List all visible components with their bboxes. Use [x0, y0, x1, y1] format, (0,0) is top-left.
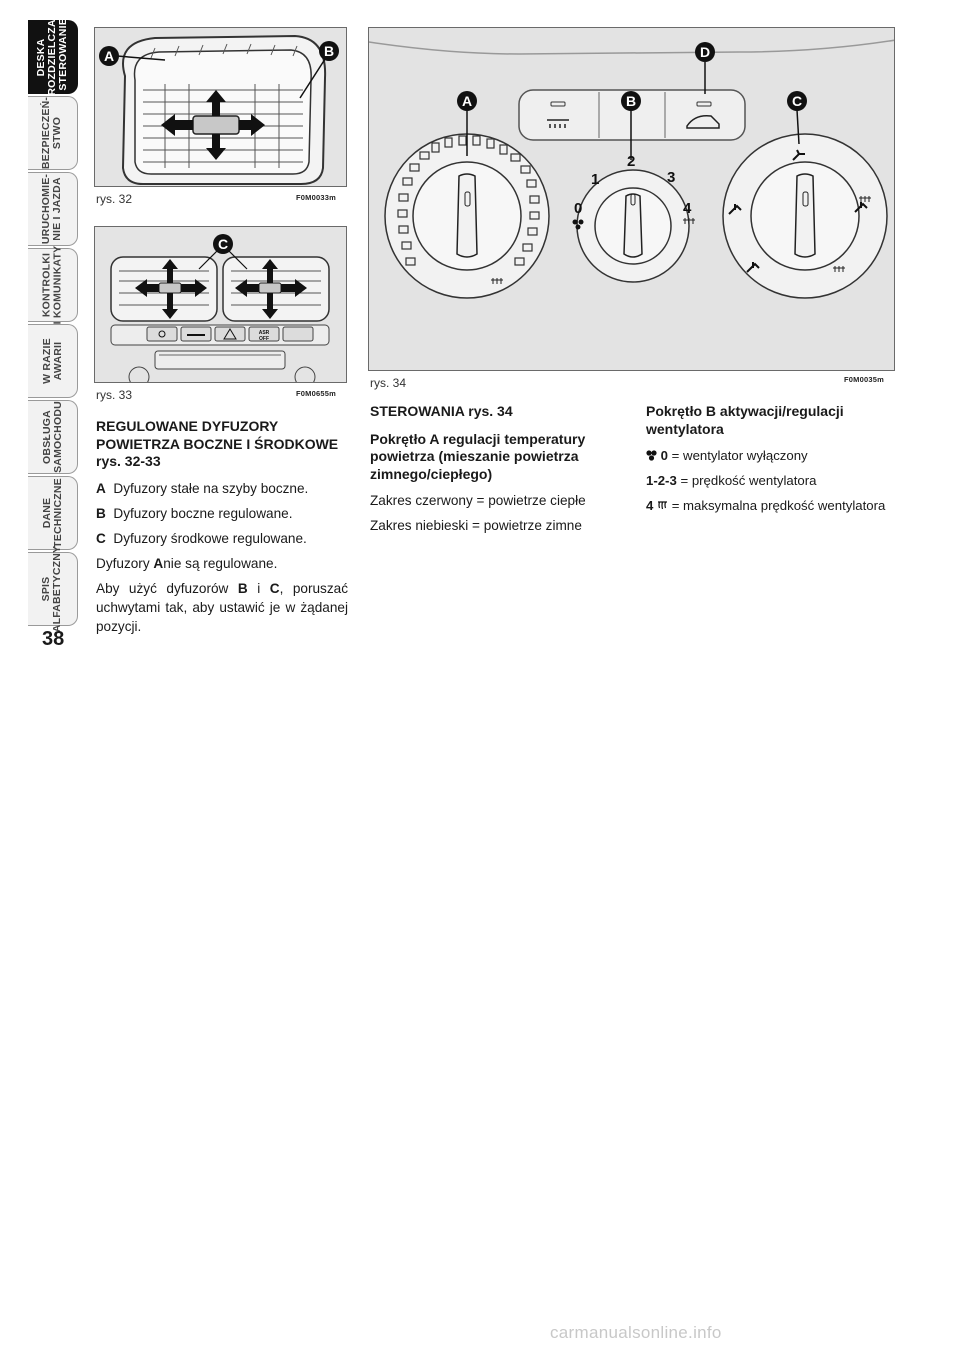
svg-text:4: 4 — [683, 200, 692, 217]
column-vents — [96, 418, 348, 642]
figure-33-label: rys. 33 — [96, 388, 133, 402]
tab-uruchomienie[interactable]: URUCHOMIE- NIE I JAZDA — [28, 172, 78, 246]
figure-34-code: F0M0035m — [844, 375, 884, 384]
svg-text:B: B — [625, 93, 637, 109]
red-range-text: Zakres czerwony = powietrze ciepłe — [370, 493, 586, 508]
page-number: 38 — [42, 628, 65, 650]
item-c: C Dyfuzory środkowe regulowane. — [96, 530, 307, 546]
svg-text:A: A — [461, 93, 473, 109]
svg-text:C: C — [791, 93, 803, 109]
figure-33-code: F0M0655m — [296, 389, 336, 398]
svg-text:D: D — [699, 44, 711, 60]
figure-34-label: rys. 34 — [370, 376, 407, 390]
tab-w-razie-awarii[interactable]: W RAZIE AWARII — [28, 324, 78, 398]
column-controls — [370, 403, 620, 541]
knob-b-heading: Pokrętło B aktywacji/regulacji wentylatora — [646, 403, 844, 437]
svg-text:B: B — [323, 43, 335, 59]
fixed-vents-note: Dyfuzory Anie są regulowane. — [96, 555, 278, 571]
figure-side-vent — [94, 27, 347, 187]
svg-text:2: 2 — [627, 153, 636, 170]
column-fan — [646, 403, 896, 521]
svg-text:0: 0 — [574, 200, 583, 217]
knob-a-heading: Pokrętło A regulacji temperatury powietrza (mieszanie powietrza zimnego/ciepłego) — [370, 430, 586, 482]
figure-32-label: rys. 32 — [96, 192, 133, 206]
section-heading-controls: STEROWANIA rys. 34 — [370, 403, 513, 419]
svg-text:ASR: ASR — [258, 330, 270, 336]
side-vent-illustration — [95, 28, 347, 187]
central-vents-illustration — [95, 227, 347, 383]
figure-central-vents — [94, 226, 347, 383]
defrost-icon — [657, 500, 668, 511]
usage-note: Aby użyć dyfuzorów B i C, poruszać uchwytami tak, aby ustawić je w żądanej pozycji. — [96, 580, 349, 634]
item-b: B Dyfuzory boczne regulowane. — [96, 505, 293, 521]
section-heading-vents: REGULOWANE DYFUZORY POWIETRZA BOCZNE I ŚRODKOWE rys. 32-33 — [96, 418, 339, 469]
controls-illustration — [369, 28, 895, 371]
blue-range-text: Zakres niebieski = powietrze zimne — [370, 518, 582, 533]
fan-max-spec: 4 = maksymalna prędkość wentylatora — [646, 498, 886, 513]
figure-controls — [368, 27, 895, 371]
fan-speed-spec: 1-2-3 = prędkość wentylatora — [646, 473, 817, 488]
svg-text:C: C — [217, 236, 229, 252]
tab-spis-alfabetyczny[interactable]: SPIS ALFABETYCZNY — [28, 552, 78, 626]
svg-text:OFF: OFF — [259, 336, 269, 342]
fan-icon — [646, 450, 657, 461]
item-a: A Dyfuzory stałe na szyby boczne. — [96, 480, 309, 496]
svg-text:3: 3 — [667, 169, 676, 186]
svg-text:A: A — [103, 48, 115, 64]
figure-32-code: F0M0033m — [296, 193, 336, 202]
tab-kontrolki[interactable]: KONTROLKI I KOMUNIKATY — [28, 248, 78, 322]
svg-text:1: 1 — [591, 171, 600, 188]
tab-bezpieczenstwo[interactable]: BEZPIECZEŃ- STWO — [28, 96, 78, 170]
tab-dane-techniczne[interactable]: DANE TECHNICZNE — [28, 476, 78, 550]
fan-off-spec: 0 = wentylator wyłączony — [646, 446, 896, 465]
tab-deska-rozdzielcza[interactable]: DESKA ROZDZIELCZA I STEROWANIE — [28, 20, 78, 94]
tab-obsluga[interactable]: OBSŁUGA SAMOCHODU — [28, 400, 78, 474]
watermark: carmanualsonline.info — [550, 1323, 722, 1342]
